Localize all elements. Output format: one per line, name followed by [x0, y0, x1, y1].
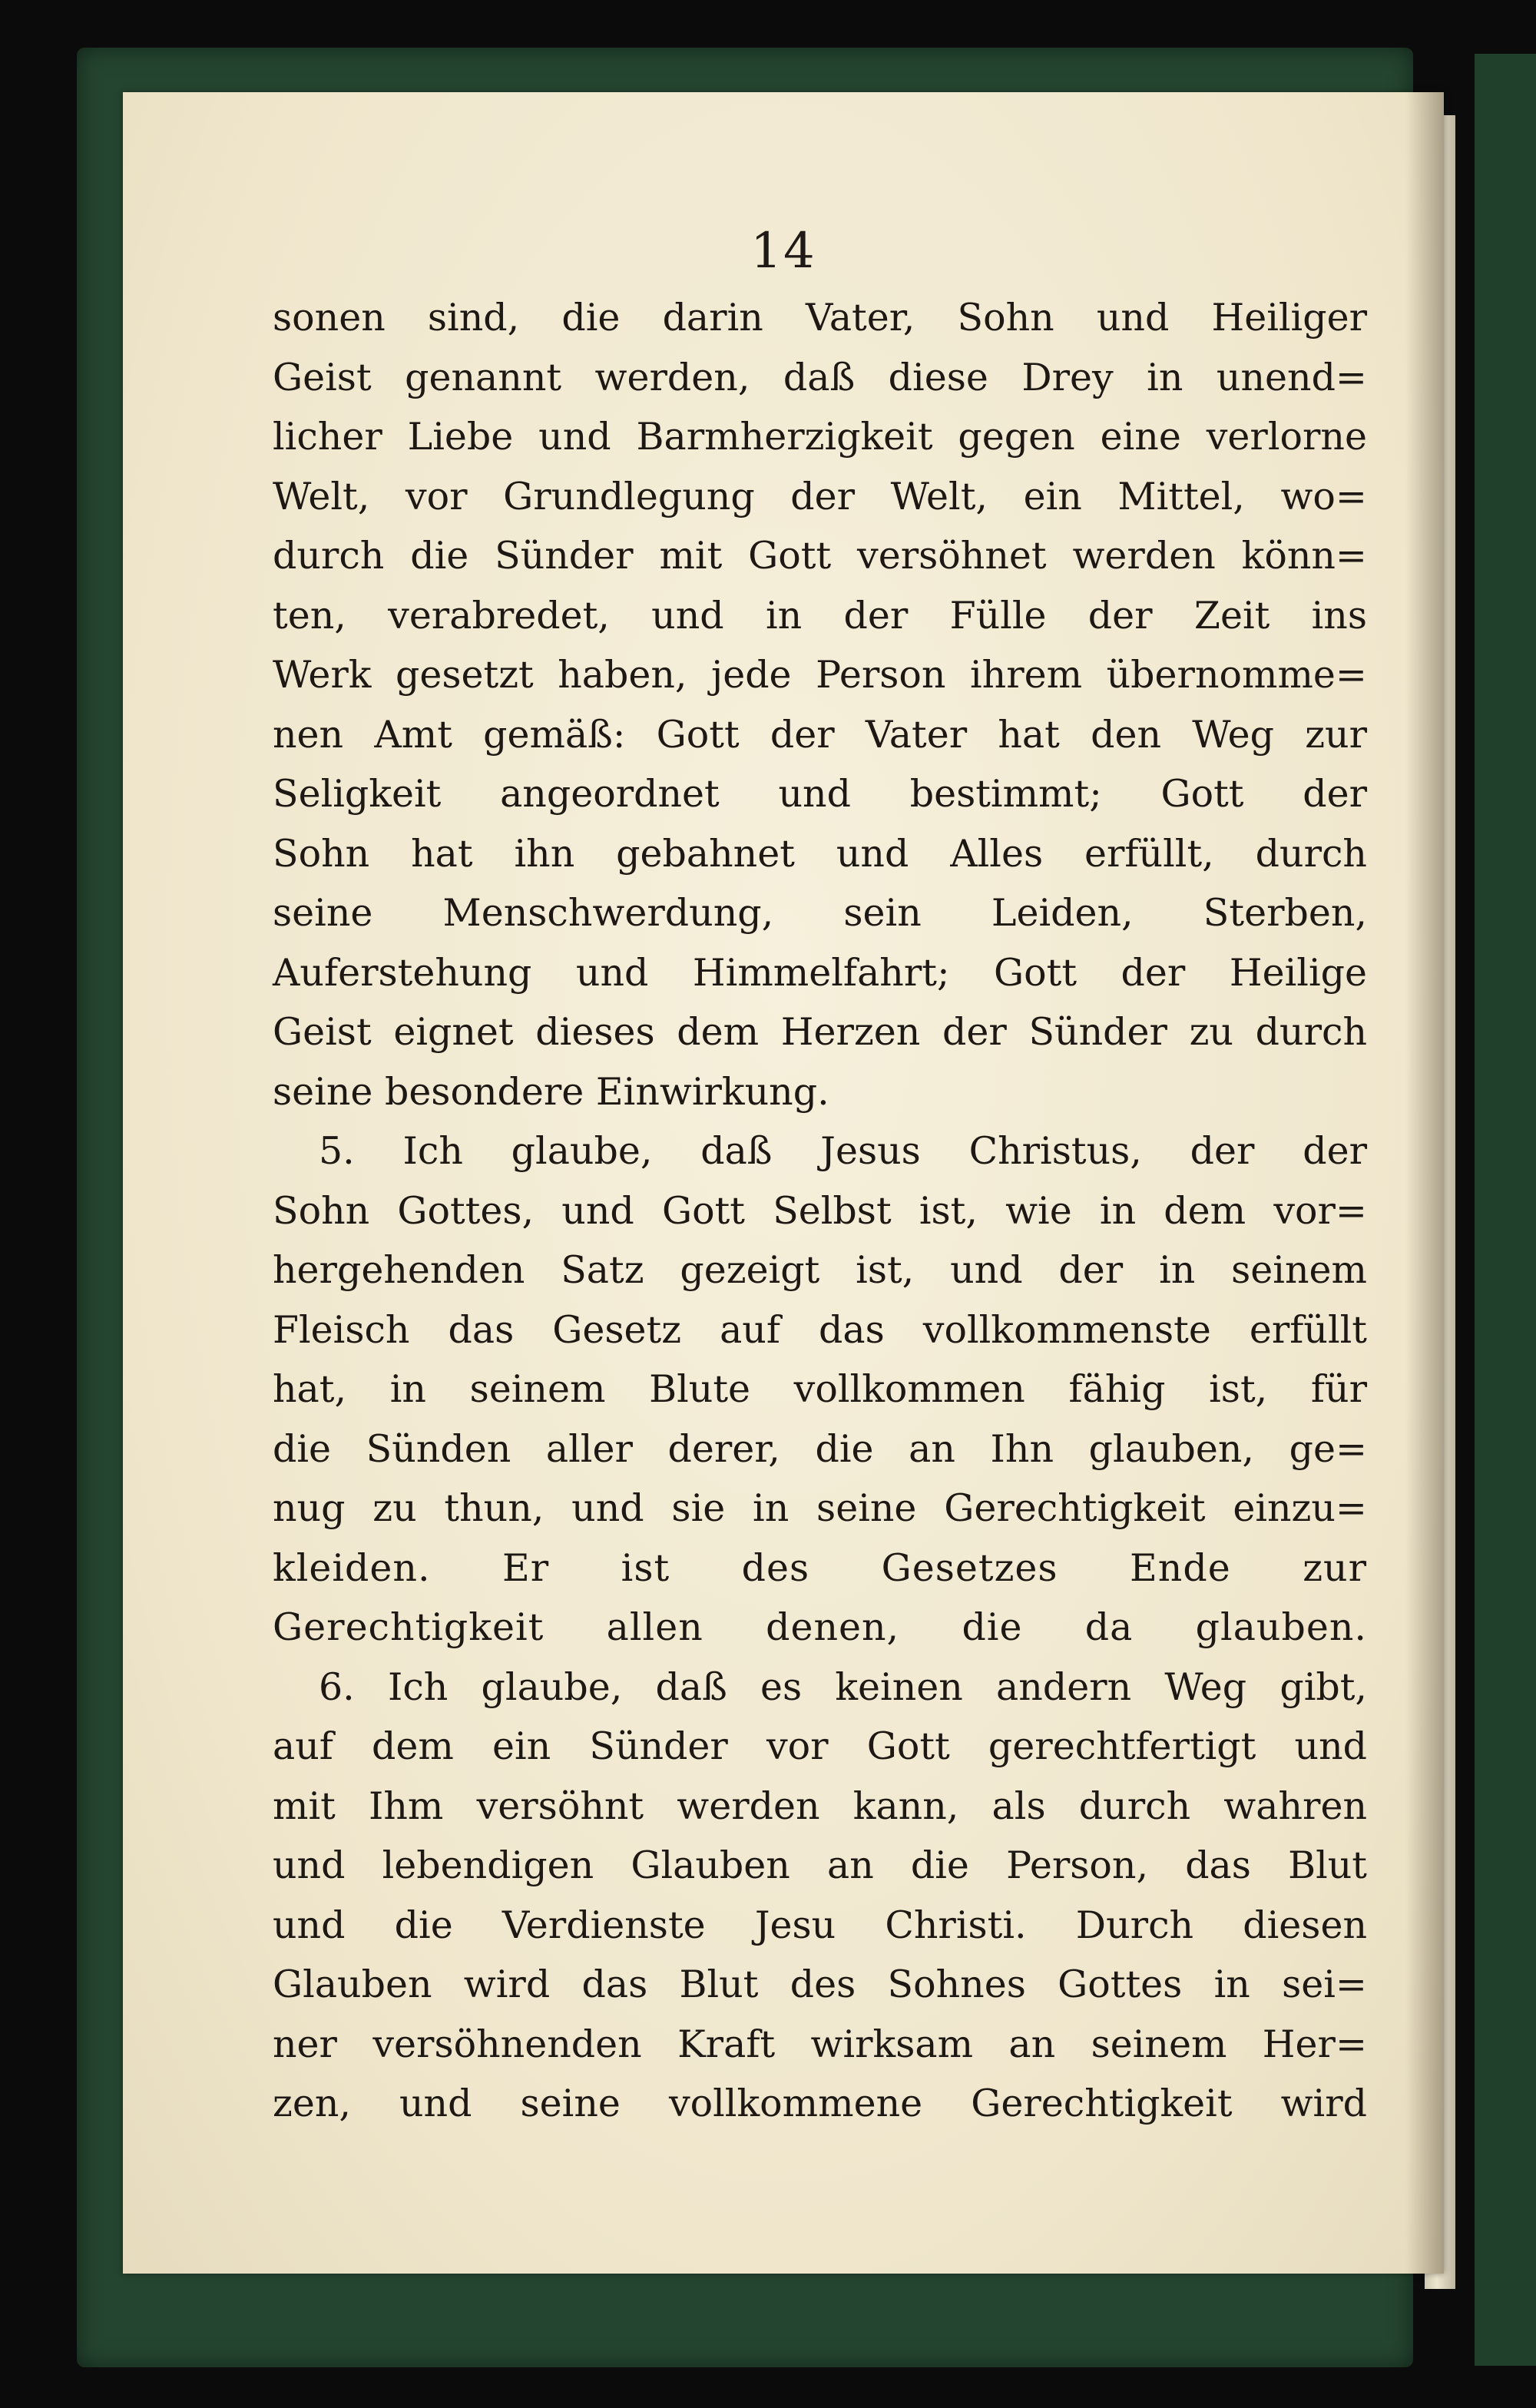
text-line: Sohn Gottes, und Gott Selbst ist, wie in dem vor= [273, 1188, 1367, 1233]
facing-book-cover [1475, 54, 1536, 2366]
page-number: 14 [750, 223, 816, 280]
text-line: nen Amt gemäß: Gott der Vater hat den Weg zur [273, 712, 1367, 757]
text-line: auf dem ein Sünder vor Gott gerechtfertigt und [273, 1724, 1367, 1768]
text-line: nug zu thun, und sie in seine Gerechtigkeit einzu= [273, 1486, 1367, 1530]
text-line: mit Ihm versöhnt werden kann, als durch wahren [273, 1784, 1367, 1828]
gutter-shadow [1405, 92, 1444, 2274]
text-line: seine Menschwerdung, sein Leiden, Sterben, [273, 891, 1367, 935]
text-line: Werk gesetzt haben, jede Person ihrem übernomme= [273, 653, 1367, 697]
text-line: seine besondere Einwirkung. [273, 1069, 829, 1114]
text-line: und lebendigen Glauben an die Person, das Blut [273, 1843, 1367, 1887]
body-text [273, 288, 1367, 2134]
text-line: ner versöhnenden Kraft wirksam an seinem Her= [273, 2022, 1367, 2066]
book-page [123, 92, 1444, 2274]
text-line: Geist eignet dieses dem Herzen der Sünder zu durch [273, 1010, 1367, 1054]
text-line: licher Liebe und Barmherzigkeit gegen eine verlorne [273, 415, 1367, 459]
text-line: Geist genannt werden, daß diese Drey in unend= [273, 355, 1367, 399]
text-line: Gerechtigkeit allen denen, die da glauben. [273, 1605, 1367, 1649]
text-line: kleiden. Er ist des Gesetzes Ende zur [273, 1545, 1367, 1590]
text-line: sonen sind, die darin Vater, Sohn und Heiliger [273, 296, 1367, 340]
text-line: Auferstehung und Himmelfahrt; Gott der Heilige [273, 950, 1367, 995]
text-line: Welt, vor Grundlegung der Welt, ein Mittel, wo= [273, 474, 1367, 518]
text-line: Fleisch das Gesetz auf das vollkommenste erfüllt [273, 1307, 1367, 1352]
text-line: 5. Ich glaube, daß Jesus Christus, der der [319, 1129, 1367, 1173]
text-line: zen, und seine vollkommene Gerechtigkeit wird [273, 2082, 1367, 2125]
text-line: 6. Ich glaube, daß es keinen andern Weg gibt, [319, 1664, 1367, 1709]
text-line: hat, in seinem Blute vollkommen fähig ist, für [273, 1367, 1367, 1411]
text-line: Seligkeit angeordnet und bestimmt; Gott der [273, 772, 1367, 816]
text-line: ten, verabredet, und in der Fülle der Zeit ins [273, 593, 1367, 638]
text-line: die Sünden aller derer, die an Ihn glauben, ge= [273, 1426, 1367, 1471]
text-line: hergehenden Satz gezeigt ist, und der in seinem [273, 1248, 1367, 1292]
text-line: Glauben wird das Blut des Sohnes Gottes in sei= [273, 1963, 1367, 2006]
text-line: und die Verdienste Jesu Christi. Durch diesen [273, 1903, 1367, 1947]
text-line: Sohn hat ihn gebahnet und Alles erfüllt, durch [273, 831, 1367, 876]
text-line: durch die Sünder mit Gott versöhnet werden könn= [273, 534, 1367, 578]
